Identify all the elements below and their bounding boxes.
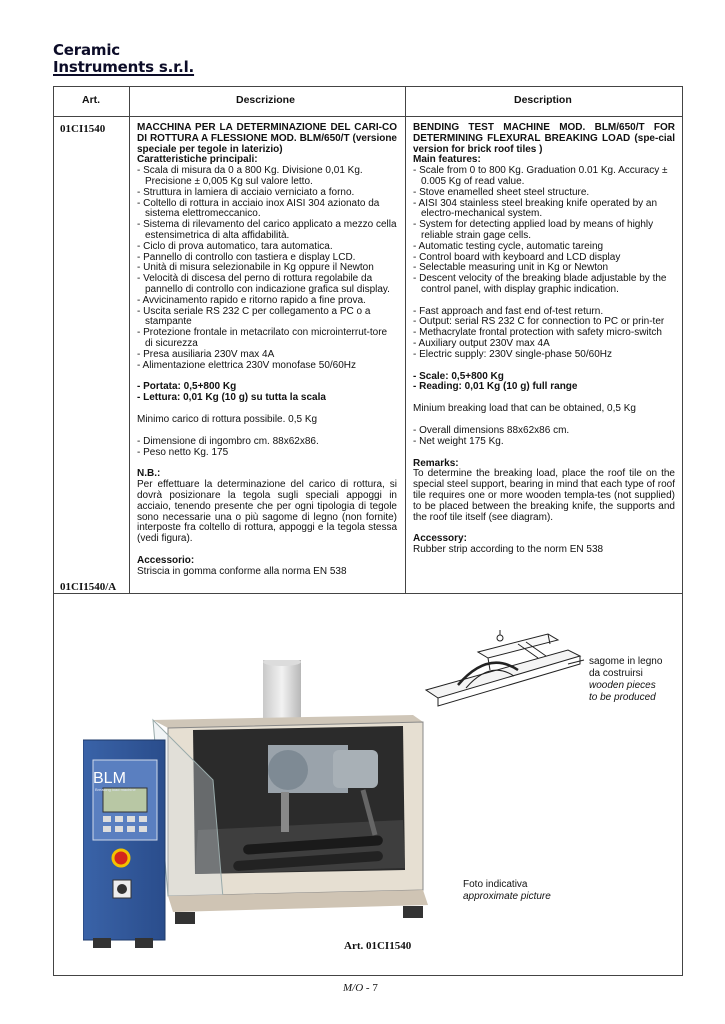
article-caption: Art. 01CI1540: [344, 940, 412, 952]
en-features-head: Main features:: [413, 154, 481, 166]
logo-line-1: Ceramic: [53, 41, 120, 59]
diagram-label: [589, 656, 662, 704]
company-logo: [53, 42, 194, 76]
page-number: M/O - 7: [343, 982, 378, 994]
it-nb-head: N.B.:: [137, 468, 161, 480]
header-descrizione: Descrizione: [236, 94, 295, 106]
column-divider-1: [129, 86, 130, 593]
photo-brand-sub: Breaking load machine: [95, 787, 136, 792]
it-range: - Portata: 0,5+800 Kg: [137, 381, 237, 393]
en-range: - Scale: 0,5+800 Kg: [413, 370, 504, 382]
en-feature-list: [413, 166, 675, 360]
it-features-head: Caratteristiche principali:: [137, 154, 258, 166]
feature-item: - Automatic testing cycle, automatic tareing: [413, 240, 604, 252]
it-title: MACCHINA PER LA DETERMINAZIONE DEL CARI-CO DI ROTTURA A FLESSIONE MOD. BLM/650/T (versione speciale per tegole in laterizio): [137, 122, 397, 155]
feature-item: - Control board with keyboard and LCD display: [413, 251, 621, 263]
feature-item: - Methacrylate frontal protection with safety micro-switch: [413, 327, 662, 339]
feature-item: - AISI 304 stainless steel breaking knife operated by an electro-mechanical system.: [413, 197, 658, 220]
diagram-label-en-2: to be produced: [589, 692, 656, 703]
diagram-label-en-1: wooden pieces: [589, 680, 656, 691]
feature-item: - Selectable measuring unit in Kg or Newton: [413, 262, 609, 274]
header-art: Art.: [82, 94, 101, 106]
diagram-label-it-2: da costruirsi: [589, 668, 643, 679]
en-title: BENDING TEST MACHINE MOD. BLM/650/T FOR DETERMINING FLEXURAL BREAKING LOAD (spe-cial version for brick roof tiles ): [413, 122, 675, 155]
it-min-load: Minimo carico di rottura possibile. 0,5 Kg: [137, 413, 318, 425]
en-accessory-text: Rubber strip according to the norm EN 538: [413, 544, 604, 556]
en-reading: - Reading: 0,01 Kg (10 g) full range: [413, 381, 578, 393]
feature-item: - Output: serial RS 232 C for connection to PC or prin-ter: [413, 316, 665, 328]
it-accessory-text: Striscia in gomma conforme alla norma EN 538: [137, 565, 347, 577]
photo-caption: [463, 879, 551, 903]
feature-item: - Ciclo di prova automatico, tara automatica.: [137, 240, 333, 252]
feature-item: - Sistema di rilevamento del carico applicato a mezzo cella estensimetrica di alta affidabilità.: [137, 219, 397, 241]
feature-item: - Electric supply: 230V single-phase 50/60Hz: [413, 348, 612, 360]
it-weight: - Peso netto Kg. 175: [137, 446, 229, 458]
feature-item: - Auxiliary output 230V max 4A: [413, 337, 550, 349]
it-reading: - Lettura: 0,01 Kg (10 g) su tutta la scala: [137, 392, 326, 404]
table-bottom-divider: [53, 593, 683, 594]
feature-item: - Scale from 0 to 800 Kg. Graduation 0.01 Kg. Accuracy ± 0.005 Kg of read value.: [413, 165, 668, 187]
photo-brand-label: BLM: [93, 770, 126, 787]
it-dimensions: - Dimensione di ingombro cm. 88x62x86.: [137, 435, 319, 447]
feature-item: - Coltello di rottura in acciaio inox AISI 304 azionato da sistema elettromeccanico.: [137, 197, 380, 220]
feature-item: - Presa ausiliaria 230V max 4A: [137, 348, 275, 360]
feature-item: - Uscita seriale RS 232 C per collegamento a PC o a stampante: [137, 305, 371, 328]
feature-item: - Unità di misura selezionabile in Kg oppure il Newton: [137, 262, 374, 274]
logo-line-2: Instruments s.r.l.: [53, 58, 195, 76]
feature-item: - Struttura in lamiera di acciaio verniciato a forno.: [137, 186, 355, 198]
diagram-label-it-1: sagome in legno: [589, 656, 663, 667]
feature-item: - Velocità di discesa del perno di rottura regolabile da pannello di controllo con indicazione grafica sul display.: [137, 273, 390, 295]
header-divider: [53, 116, 683, 117]
page-number-digit: - 7: [365, 982, 378, 994]
en-dimensions: - Overall dimensions 88x62x86 cm.: [413, 424, 570, 436]
feature-item: - Pannello di controllo con tastiera e display LCD.: [137, 251, 356, 263]
accessory-code: 01CI1540/A: [60, 581, 117, 593]
feature-item: - Alimentazione elettrica 230V monofase 50/60Hz: [137, 359, 357, 371]
it-accessory-head: Accessorio:: [137, 554, 195, 566]
en-remarks-head: Remarks:: [413, 457, 459, 469]
en-min-load: Minium breaking load that can be obtained, 0,5 Kg: [413, 403, 636, 415]
header-description: Description: [514, 94, 572, 106]
en-weight: - Net weight 175 Kg.: [413, 435, 504, 447]
feature-item: [413, 296, 675, 307]
it-nb-text: Per effettuare la determinazione del carico di rottura, si dovrà posizionare la tegola sugli speciali appoggi in acciaio, tenendo presente che per ogni tipologia di tegole sono necessarie una o più sagome di legno (non fornite) interposte fra coltello di rottura, appoggi e la tegola stessa (vedi figura).: [137, 479, 397, 545]
feature-item: - Fast approach and fast end of-test return.: [413, 305, 604, 317]
english-description: [413, 123, 675, 556]
feature-item: - Descent velocity of the breaking blade adjustable by the control panel, with display graphic indication.: [413, 273, 667, 295]
article-code: 01CI1540: [60, 123, 106, 135]
italian-description: [137, 123, 397, 577]
column-divider-2: [405, 86, 406, 593]
feature-item: - Protezione frontale in metacrilato con microinterrut-tore di sicurezza: [137, 327, 388, 349]
feature-item: - System for detecting applied load by means of highly reliable strain gage cells.: [413, 219, 654, 241]
feature-item: - Stove enamelled sheet steel structure.: [413, 186, 590, 198]
photo-caption-it: Foto indicativa: [463, 879, 528, 890]
photo-caption-en: approximate picture: [463, 891, 551, 902]
machine-photo: [83, 660, 473, 950]
en-remarks-text: To determine the breaking load, place the roof tile on the special steel support, bearing in mind that each type of roof tile requires one or more wooden templa-tes (not supplied) to be placed between the breaking knife, the supports and the roof tile itself (see diagram).: [413, 468, 675, 523]
it-feature-list: [137, 166, 397, 371]
en-accessory-head: Accessory:: [413, 533, 467, 545]
feature-item: - Scala di misura da 0 a 800 Kg. Divisione 0,01 Kg. Precisione ± 0,005 Kg sul valore letto.: [137, 165, 363, 187]
feature-item: - Avvicinamento rapido e ritorno rapido a fine prova.: [137, 294, 366, 306]
